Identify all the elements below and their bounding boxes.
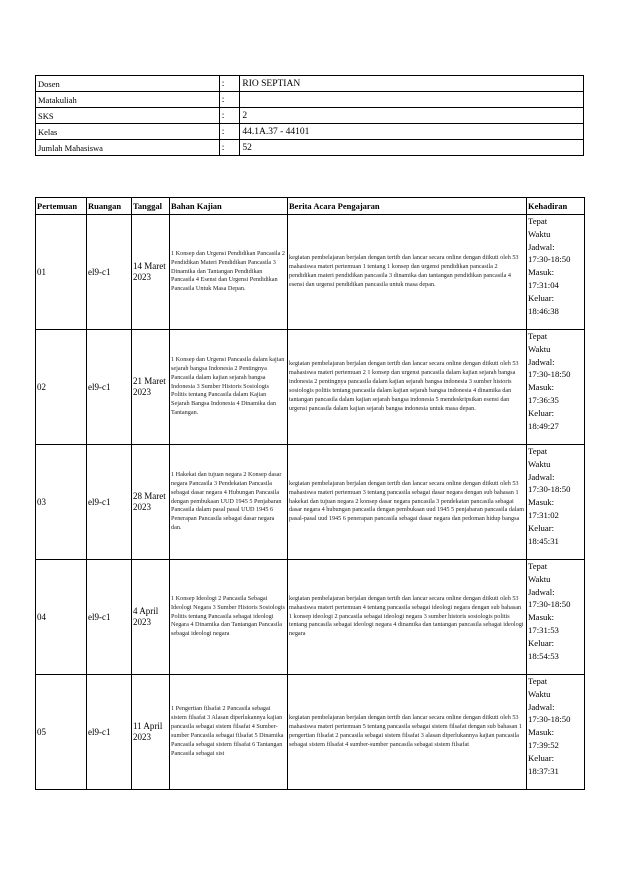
cell-kehadiran — [527, 560, 585, 675]
cell-berita-acara: kegiatan pembelajaran berjalan dengan tertib dan lancar secara online dengan diikuti oleh 53 mahasiswa materi pertemuan 3 tentang pancasila sebagai dasar negara dengan sub bahasan 1 hakekat dan tujuan negara 2 konsep dasar negara pancasila 3 pendekatan pancasila sebagai dasar negara 4 hubungan pancasila dengan pembukaan uud 1945 5 penjabaran pancasila dalam pasal-pasal uud 1945 6 penerapan pancasila sebagai dasar negara dan pedoman hidup bangsa — [288, 445, 527, 560]
hadir-keluar-label: Keluar: — [528, 752, 555, 763]
cell-kehadiran — [527, 215, 585, 330]
header-pertemuan: Pertemuan — [36, 198, 87, 215]
info-row-kelas — [36, 124, 584, 140]
info-separator: : — [219, 92, 240, 108]
info-label: Matakuliah — [36, 92, 220, 108]
cell-tanggal: 21 Maret 2023 — [132, 330, 170, 445]
info-value-sks: 2 — [240, 108, 584, 124]
hadir-keluar-value: 18:37:31 — [528, 765, 559, 776]
header-tanggal: Tanggal — [132, 198, 170, 215]
header-berita-acara: Berita Acara Pengajaran — [288, 198, 527, 215]
hadir-status: Tepat — [528, 216, 548, 226]
cell-tanggal: 11 April 2023 — [132, 675, 170, 790]
cell-kehadiran — [527, 675, 585, 790]
hadir-keluar-value: 18:49:27 — [528, 420, 559, 431]
hadir-jadwal-label: Jadwal: — [528, 586, 555, 597]
info-row-matakuliah — [36, 92, 584, 108]
cell-kehadiran — [527, 445, 585, 560]
hadir-jadwal-label: Jadwal: — [528, 701, 555, 712]
header-kehadiran: Kehadiran — [527, 198, 585, 215]
info-separator: : — [219, 124, 240, 140]
hadir-status: Waktu — [528, 458, 551, 469]
cell-tanggal: 28 Maret 2023 — [132, 445, 170, 560]
info-row-jumlah — [36, 140, 584, 156]
hadir-jadwal-value: 17:30-18:50 — [528, 599, 571, 610]
hadir-jadwal-value: 17:30-18:50 — [528, 714, 571, 725]
cell-bahan-kajian: 1 Konsep Ideologi 2 Pancasila Sebagai Ideologi Negara 3 Sumber Historis Sosiologis Politis tentang Pancasila sebagai ideologi Negara 4 Dinamika dan Tantangan Pancasila sebagai ideologi negara — [170, 560, 288, 675]
hadir-jadwal-value: 17:30-18:50 — [528, 484, 571, 495]
cell-ruangan: el9-c1 — [87, 445, 132, 560]
cell-pertemuan: 03 — [36, 445, 87, 560]
hadir-jadwal-value: 17:30-18:50 — [528, 254, 571, 265]
cell-bahan-kajian: 1 Konsep dan Urgensi Pendidikan Pancasila 2 Pendidikan Materi Pendidikan Pancasila 3 Dinamika dan Tantangan Pendidikan Pancasila 4 Esensi dan Urgensi Pendidikan Pancasila Untuk Masa Depan. — [170, 215, 288, 330]
cell-ruangan: el9-c1 — [87, 560, 132, 675]
hadir-keluar-value: 18:46:38 — [528, 305, 559, 316]
info-value-kelas: 44.1A.37 - 44101 — [240, 124, 584, 140]
table-row — [36, 330, 585, 445]
info-row-sks — [36, 108, 584, 124]
table-row — [36, 675, 585, 790]
cell-berita-acara: kegiatan pembelajaran berjalan dengan tertib dan lancar secara online dengan diikuti oleh 53 mahasiswa materi pertemuan 1 tentang 1 konsep dan urgensi pendidikan pancasila 2 pendidikan materi pendidikan pancasila 3 dinamika dan tantangan pendidikan pancasila 4 esensi dan urgensi pendidikan pancasila untuk masa depan. — [288, 215, 527, 330]
attendance-table — [35, 197, 585, 790]
hadir-masuk-label: Masuk: — [528, 382, 555, 393]
hadir-keluar-value: 18:54:53 — [528, 650, 559, 661]
hadir-status: Tepat — [528, 446, 548, 456]
cell-berita-acara: kegiatan pembelajaran berjalan dengan tertib dan lancar secara online dengan diikuti oleh 53 mahasiswa materi pertemuan 2 1 konsep dan urgensi pancasila dalam kajian sejarah bangsa indonesia 2 pentingnya pancasila dalam kajian sejarah bangsa indonesia 3 sumber historis sosiologis politis tentang pancasila dalam kajian sejarah bangsa indonesia 4 dinamika dan tantangan pancasila dalam kajian sejarah bangsa indonesia 5 mendeskripsikan esensi dan urgensi pancasila dalam kajian sejarah bangsa indonesia untuk masa depan. — [288, 330, 527, 445]
cell-pertemuan: 05 — [36, 675, 87, 790]
hadir-status: Waktu — [528, 688, 551, 699]
hadir-masuk-value: 17:31:53 — [528, 624, 559, 635]
hadir-status: Waktu — [528, 343, 551, 354]
cell-ruangan: el9-c1 — [87, 215, 132, 330]
hadir-masuk-value: 17:31:04 — [528, 279, 559, 290]
hadir-jadwal-label: Jadwal: — [528, 356, 555, 367]
table-header-row — [36, 198, 585, 215]
info-table — [35, 75, 584, 156]
hadir-status: Tepat — [528, 331, 548, 341]
hadir-masuk-value: 17:39:52 — [528, 739, 559, 750]
info-separator: : — [219, 140, 240, 156]
info-separator: : — [219, 108, 240, 124]
info-label: Kelas — [36, 124, 220, 140]
hadir-masuk-label: Masuk: — [528, 727, 555, 738]
cell-bahan-kajian: 1 Konsep dan Urgensi Pancasila dalam kajian sejarah bangsa Indonesia 2 Pentingnya Pancasila dalam kajian sejarah bangsa Indonesia 3 Sumber Historis Sosiologis Politis tentang Pancasila dalam Kajian Sejarah Bangsa Indonesia 4 Dinamika dan Tantangan. — [170, 330, 288, 445]
info-label: Jumlah Mahasiswa — [36, 140, 220, 156]
cell-pertemuan: 01 — [36, 215, 87, 330]
cell-kehadiran — [527, 330, 585, 445]
cell-pertemuan: 02 — [36, 330, 87, 445]
hadir-masuk-value: 17:36:35 — [528, 394, 559, 405]
cell-berita-acara: kegiatan pembelajaran berjalan dengan tertib dan lancar secara online dengan diikuti oleh 53 mahasiswa materi pertemuan 4 tentang pancasila sebagai ideologi negara dengan sub bahasan 1 konsep ideologi 2 pancasila sebagai ideologi negara 3 sumber historis sosiologis politis tentang pancasila sebagai ideologi negara 4 dinamika dan tantangan pancasila sebagai ideologi negara — [288, 560, 527, 675]
hadir-masuk-label: Masuk: — [528, 267, 555, 278]
hadir-keluar-label: Keluar: — [528, 522, 555, 533]
hadir-masuk-label: Masuk: — [528, 497, 555, 508]
header-bahan-kajian: Bahan Kajian — [170, 198, 288, 215]
info-separator: : — [219, 76, 240, 92]
cell-bahan-kajian: 1 Hakekat dan tujuan negara 2 Konsep dasar negara Pancasila 3 Pendekatan Pancasila sebagai dasar negara 4 Hubungan Pancasila dengan pembukaan UUD 1945 5 Penjabaran Pancasila dalam pasal pasal UUD 1945 6 Penerapan Pancasila sebagai dasar negara dan. — [170, 445, 288, 560]
info-label: SKS — [36, 108, 220, 124]
hadir-masuk-value: 17:31:02 — [528, 509, 559, 520]
hadir-jadwal-label: Jadwal: — [528, 241, 555, 252]
table-row — [36, 560, 585, 675]
cell-tanggal: 14 Maret 2023 — [132, 215, 170, 330]
hadir-status: Waktu — [528, 228, 551, 239]
table-row — [36, 445, 585, 560]
cell-ruangan: el9-c1 — [87, 675, 132, 790]
cell-tanggal: 4 April 2023 — [132, 560, 170, 675]
table-row — [36, 215, 585, 330]
hadir-jadwal-value: 17:30-18:50 — [528, 369, 571, 380]
cell-pertemuan: 04 — [36, 560, 87, 675]
info-value-jumlah: 52 — [240, 140, 584, 156]
hadir-keluar-label: Keluar: — [528, 292, 555, 303]
info-label: Dosen — [36, 76, 220, 92]
cell-ruangan: el9-c1 — [87, 330, 132, 445]
hadir-status: Tepat — [528, 676, 548, 686]
hadir-masuk-label: Masuk: — [528, 612, 555, 623]
hadir-status: Waktu — [528, 573, 551, 584]
info-row-dosen — [36, 76, 584, 92]
hadir-jadwal-label: Jadwal: — [528, 471, 555, 482]
hadir-keluar-label: Keluar: — [528, 407, 555, 418]
header-ruangan: Ruangan — [87, 198, 132, 215]
info-value-dosen: RIO SEPTIAN — [240, 76, 584, 92]
cell-bahan-kajian: 1 Pengertian filsafat 2 Pancasila sebagai sistem filsafat 3 Alasan diperlukannya kajian pancasila sebagai sistem filsafat 4 Sumber-sumber Pancasila sebagai filsafat 5 Dinamika Pancasila sebagai sistem filsafat 6 Tantangan Pancasila sebagai sist — [170, 675, 288, 790]
cell-berita-acara: kegiatan pembelajaran berjalan dengan tertib dan lancar secara online dengan diikuti oleh 53 mahasiswa materi pertemuan 5 tentang pancasila sebagai sistem filsafat dengan sub bahasan 1 pengertian filsafat 2 pancasila sebagai sistem filsafat 3 alasan diperlukannya kajian pancasila sebagai sistem filsafat 4 sumber-sumber pancasila sebagai sistem filsafat — [288, 675, 527, 790]
hadir-status: Tepat — [528, 561, 548, 571]
hadir-keluar-label: Keluar: — [528, 637, 555, 648]
info-value-matakuliah — [240, 92, 584, 108]
hadir-keluar-value: 18:45:31 — [528, 535, 559, 546]
